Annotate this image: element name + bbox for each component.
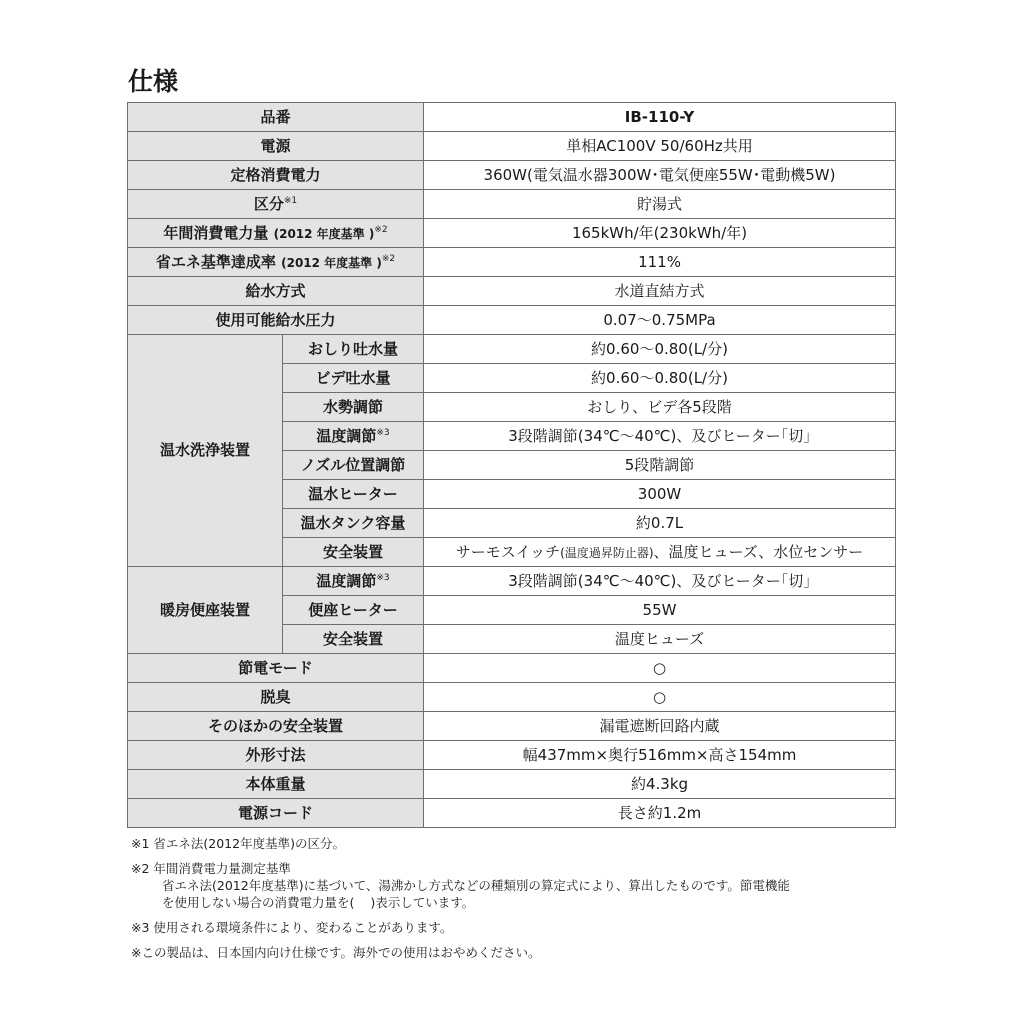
label-washer-item: ビデ吐水量: [283, 364, 424, 393]
value-washer-item: 5段階調節: [424, 451, 896, 480]
group-seat: 暖房便座装置: [128, 567, 283, 654]
value-supply: 水道直結方式: [424, 277, 896, 306]
value-washer-item: おしり、ビデ各5段階: [424, 393, 896, 422]
label-washer-item: 温水ヒーター: [283, 480, 424, 509]
note-ref: ※3: [376, 572, 390, 583]
table-row: [128, 161, 896, 190]
footnote-2-line2: [131, 894, 790, 911]
label-achieve: 省エネ基準達成率: [155, 252, 276, 271]
footnote-2-line2b: )表示しています。: [370, 895, 475, 910]
value-washer-safety-a: サーモスイッチ: [455, 542, 561, 561]
label-achieve-sub: (2012 年度基準 ): [281, 255, 382, 270]
label-achieve-cell: [128, 248, 424, 277]
label-washer-item: 水勢調節: [283, 393, 424, 422]
value-washer-safety-cell: [424, 538, 896, 567]
value-washer-item: 約0.7L: [424, 509, 896, 538]
value-cord: 長さ約1.2m: [424, 799, 896, 828]
value-washer-item: 300W: [424, 480, 896, 509]
table-row: [128, 799, 896, 828]
table-row: [128, 770, 896, 799]
value-weight: 約4.3kg: [424, 770, 896, 799]
value-seat-item: 温度ヒューズ: [424, 625, 896, 654]
footnote-1: ※1 省エネ法(2012年度基準)の区分。: [131, 836, 345, 851]
label-annual-cell: [128, 219, 424, 248]
table-row: [128, 683, 896, 712]
table-row: [128, 654, 896, 683]
value-washer-safety-c: 、温度ヒューズ、水位センサー: [653, 542, 864, 561]
value-achieve: 111%: [424, 248, 896, 277]
footnotes: [131, 835, 790, 969]
value-washer-safety-b: (温度過昇防止器): [560, 545, 654, 560]
label-seat-item-cell: [283, 567, 424, 596]
value-rated: 360W(電気温水器300W･電気便座55W･電動機5W): [424, 161, 896, 190]
value-model: IB-110-Y: [424, 103, 896, 132]
table-row: [128, 248, 896, 277]
footnote-2-line1: 省エネ法(2012年度基準)に基づいて、湯沸かし方式などの種類別の算定式により、算出したものです。節電機能: [162, 878, 790, 893]
footnote-2: [131, 860, 790, 911]
value-eco: ○: [424, 654, 896, 683]
note-ref: ※2: [381, 253, 396, 264]
value-dims: 幅437mm×奥行516mm×高さ154mm: [424, 741, 896, 770]
label-seat-item: 安全装置: [283, 625, 424, 654]
label-washer-item: 安全装置: [283, 538, 424, 567]
page-title: 仕様: [128, 67, 179, 96]
note-ref: ※3: [376, 427, 390, 438]
label-category: 区分: [253, 194, 284, 213]
value-washer-item: 3段階調節(34℃～40℃)、及びヒーター｢切｣: [424, 422, 896, 451]
label-eco: 節電モード: [128, 654, 424, 683]
label-seat-item: 便座ヒーター: [283, 596, 424, 625]
value-pressure: 0.07～0.75MPa: [424, 306, 896, 335]
value-safety: 漏電遮断回路内蔵: [424, 712, 896, 741]
group-washer: 温水洗浄装置: [128, 335, 283, 567]
value-washer-item: 約0.60～0.80(L/分): [424, 335, 896, 364]
value-seat-item: 3段階調節(34℃～40℃)、及びヒーター｢切｣: [424, 567, 896, 596]
note-ref: ※2: [374, 224, 388, 235]
table-row: [128, 306, 896, 335]
value-deodor: ○: [424, 683, 896, 712]
table-row: [128, 132, 896, 161]
label-safety: そのほかの安全装置: [128, 712, 424, 741]
label-seat-item: 温度調節: [316, 571, 377, 590]
table-row: [128, 335, 896, 364]
footnote-2-title: ※2 年間消費電力量測定基準: [131, 861, 291, 876]
value-category: 貯湯式: [424, 190, 896, 219]
table-row: [128, 277, 896, 306]
spec-table: [127, 102, 896, 828]
label-washer-item: おしり吐水量: [283, 335, 424, 364]
value-washer-item: 約0.60～0.80(L/分): [424, 364, 896, 393]
label-weight: 本体重量: [128, 770, 424, 799]
label-cord: 電源コード: [128, 799, 424, 828]
note-ref: ※1: [283, 195, 298, 206]
table-row: [128, 567, 896, 596]
label-washer-item: ノズル位置調節: [283, 451, 424, 480]
table-row: [128, 103, 896, 132]
table-row: [128, 712, 896, 741]
label-annual: 年間消費電力量: [163, 223, 269, 242]
label-dims: 外形寸法: [128, 741, 424, 770]
label-category-cell: [128, 190, 424, 219]
label-annual-sub: (2012 年度基準 ): [273, 226, 375, 241]
label-washer-item: 温度調節: [316, 426, 377, 445]
table-row: [128, 741, 896, 770]
footnote-2-line2a: を使用しない場合の消費電力量を(: [162, 895, 355, 910]
footnote-4: ※この製品は、日本国内向け仕様です。海外での使用はおやめください。: [131, 945, 541, 960]
value-annual: 165kWh/年(230kWh/年): [424, 219, 896, 248]
label-power: 電源: [128, 132, 424, 161]
label-washer-item-cell: [283, 422, 424, 451]
label-model: 品番: [128, 103, 424, 132]
label-rated: 定格消費電力: [128, 161, 424, 190]
label-washer-item: 温水タンク容量: [283, 509, 424, 538]
value-seat-item: 55W: [424, 596, 896, 625]
value-power: 単相AC100V 50/60Hz共用: [424, 132, 896, 161]
table-row: [128, 219, 896, 248]
label-pressure: 使用可能給水圧力: [128, 306, 424, 335]
table-row: [128, 190, 896, 219]
label-deodor: 脱臭: [128, 683, 424, 712]
label-supply: 給水方式: [128, 277, 424, 306]
footnote-3: ※3 使用される環境条件により、変わることがあります。: [131, 920, 453, 935]
